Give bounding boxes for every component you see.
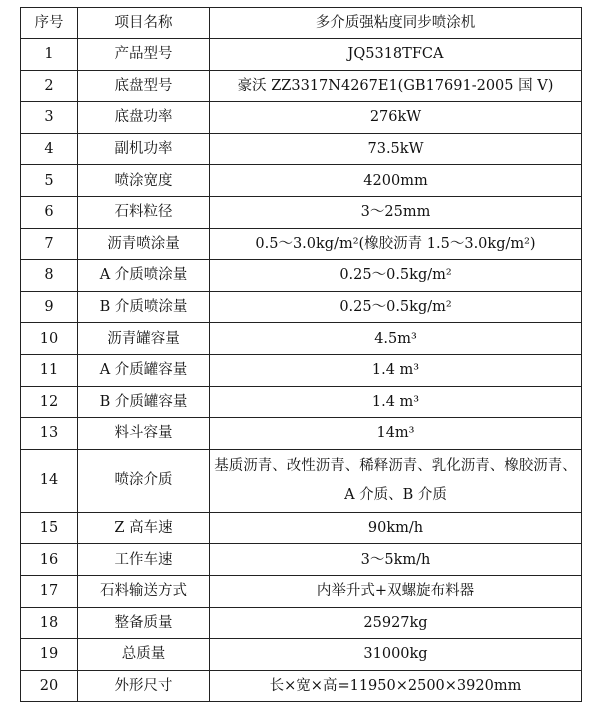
row-value: 1.4 m³ (210, 386, 582, 418)
row-name: 底盘功率 (78, 102, 210, 134)
row-number: 18 (21, 607, 78, 639)
header-number: 序号 (21, 8, 78, 39)
table-row (21, 639, 582, 671)
row-name: 沥青喷涂量 (78, 228, 210, 260)
row-number: 1 (21, 39, 78, 71)
row-value: 73.5kW (210, 133, 582, 165)
row-value: 长×宽×高=11950×2500×3920mm (210, 670, 582, 702)
row-value: 内举升式+双螺旋布料器 (210, 575, 582, 607)
table-row (21, 291, 582, 323)
row-name: 石料粒径 (78, 196, 210, 228)
header-row (21, 8, 582, 39)
table-row (21, 228, 582, 260)
row-name: A 介质喷涂量 (78, 260, 210, 292)
table-row (21, 39, 582, 71)
row-number: 20 (21, 670, 78, 702)
table-row (21, 418, 582, 450)
table-row (21, 386, 582, 418)
table-row (21, 544, 582, 576)
row-name: 喷涂宽度 (78, 165, 210, 197)
row-name: 副机功率 (78, 133, 210, 165)
row-name: B 介质喷涂量 (78, 291, 210, 323)
table-row (21, 354, 582, 386)
row-value: 基质沥青、改性沥青、稀释沥青、乳化沥青、橡胶沥青、A 介质、B 介质 (210, 449, 582, 512)
row-name: 料斗容量 (78, 418, 210, 450)
table-row (21, 670, 582, 702)
row-name: 喷涂介质 (78, 449, 210, 512)
row-number: 2 (21, 70, 78, 102)
row-value: 0.5～3.0kg/m²(橡胶沥青 1.5～3.0kg/m²) (210, 228, 582, 260)
row-number: 6 (21, 196, 78, 228)
row-number: 19 (21, 639, 78, 671)
row-number: 8 (21, 260, 78, 292)
row-value: 1.4 m³ (210, 354, 582, 386)
row-name: 底盘型号 (78, 70, 210, 102)
row-value: 90km/h (210, 512, 582, 544)
table-row (21, 449, 582, 512)
row-name: 整备质量 (78, 607, 210, 639)
row-number: 10 (21, 323, 78, 355)
row-value: 0.25～0.5kg/m² (210, 260, 582, 292)
table-row (21, 575, 582, 607)
header-item-name: 项目名称 (78, 8, 210, 39)
table-row (21, 70, 582, 102)
table-row (21, 165, 582, 197)
row-number: 15 (21, 512, 78, 544)
row-number: 12 (21, 386, 78, 418)
row-value: 14m³ (210, 418, 582, 450)
row-number: 9 (21, 291, 78, 323)
table-row (21, 133, 582, 165)
row-number: 16 (21, 544, 78, 576)
header-machine-name: 多介质强粘度同步喷涂机 (210, 8, 582, 39)
row-number: 14 (21, 449, 78, 512)
row-name: Z 高车速 (78, 512, 210, 544)
row-number: 3 (21, 102, 78, 134)
table-row (21, 512, 582, 544)
row-value: 3～25mm (210, 196, 582, 228)
row-number: 4 (21, 133, 78, 165)
row-number: 7 (21, 228, 78, 260)
row-name: 产品型号 (78, 39, 210, 71)
row-value: 3～5km/h (210, 544, 582, 576)
row-name: A 介质罐容量 (78, 354, 210, 386)
row-number: 17 (21, 575, 78, 607)
row-name: 石料输送方式 (78, 575, 210, 607)
row-name: 工作车速 (78, 544, 210, 576)
row-name: 总质量 (78, 639, 210, 671)
row-name: 沥青罐容量 (78, 323, 210, 355)
row-value: 25927kg (210, 607, 582, 639)
row-name: 外形尺寸 (78, 670, 210, 702)
table-row (21, 607, 582, 639)
row-number: 13 (21, 418, 78, 450)
table-row (21, 196, 582, 228)
table-row (21, 260, 582, 292)
table-row (21, 102, 582, 134)
row-value: 0.25～0.5kg/m² (210, 291, 582, 323)
row-name: B 介质罐容量 (78, 386, 210, 418)
spec-table (20, 7, 582, 702)
row-value: 276kW (210, 102, 582, 134)
row-number: 5 (21, 165, 78, 197)
row-value: 4200mm (210, 165, 582, 197)
row-value: JQ5318TFCA (210, 39, 582, 71)
row-value: 31000kg (210, 639, 582, 671)
row-value: 豪沃 ZZ3317N4267E1(GB17691-2005 国 V) (210, 70, 582, 102)
row-value: 4.5m³ (210, 323, 582, 355)
table-row (21, 323, 582, 355)
row-number: 11 (21, 354, 78, 386)
